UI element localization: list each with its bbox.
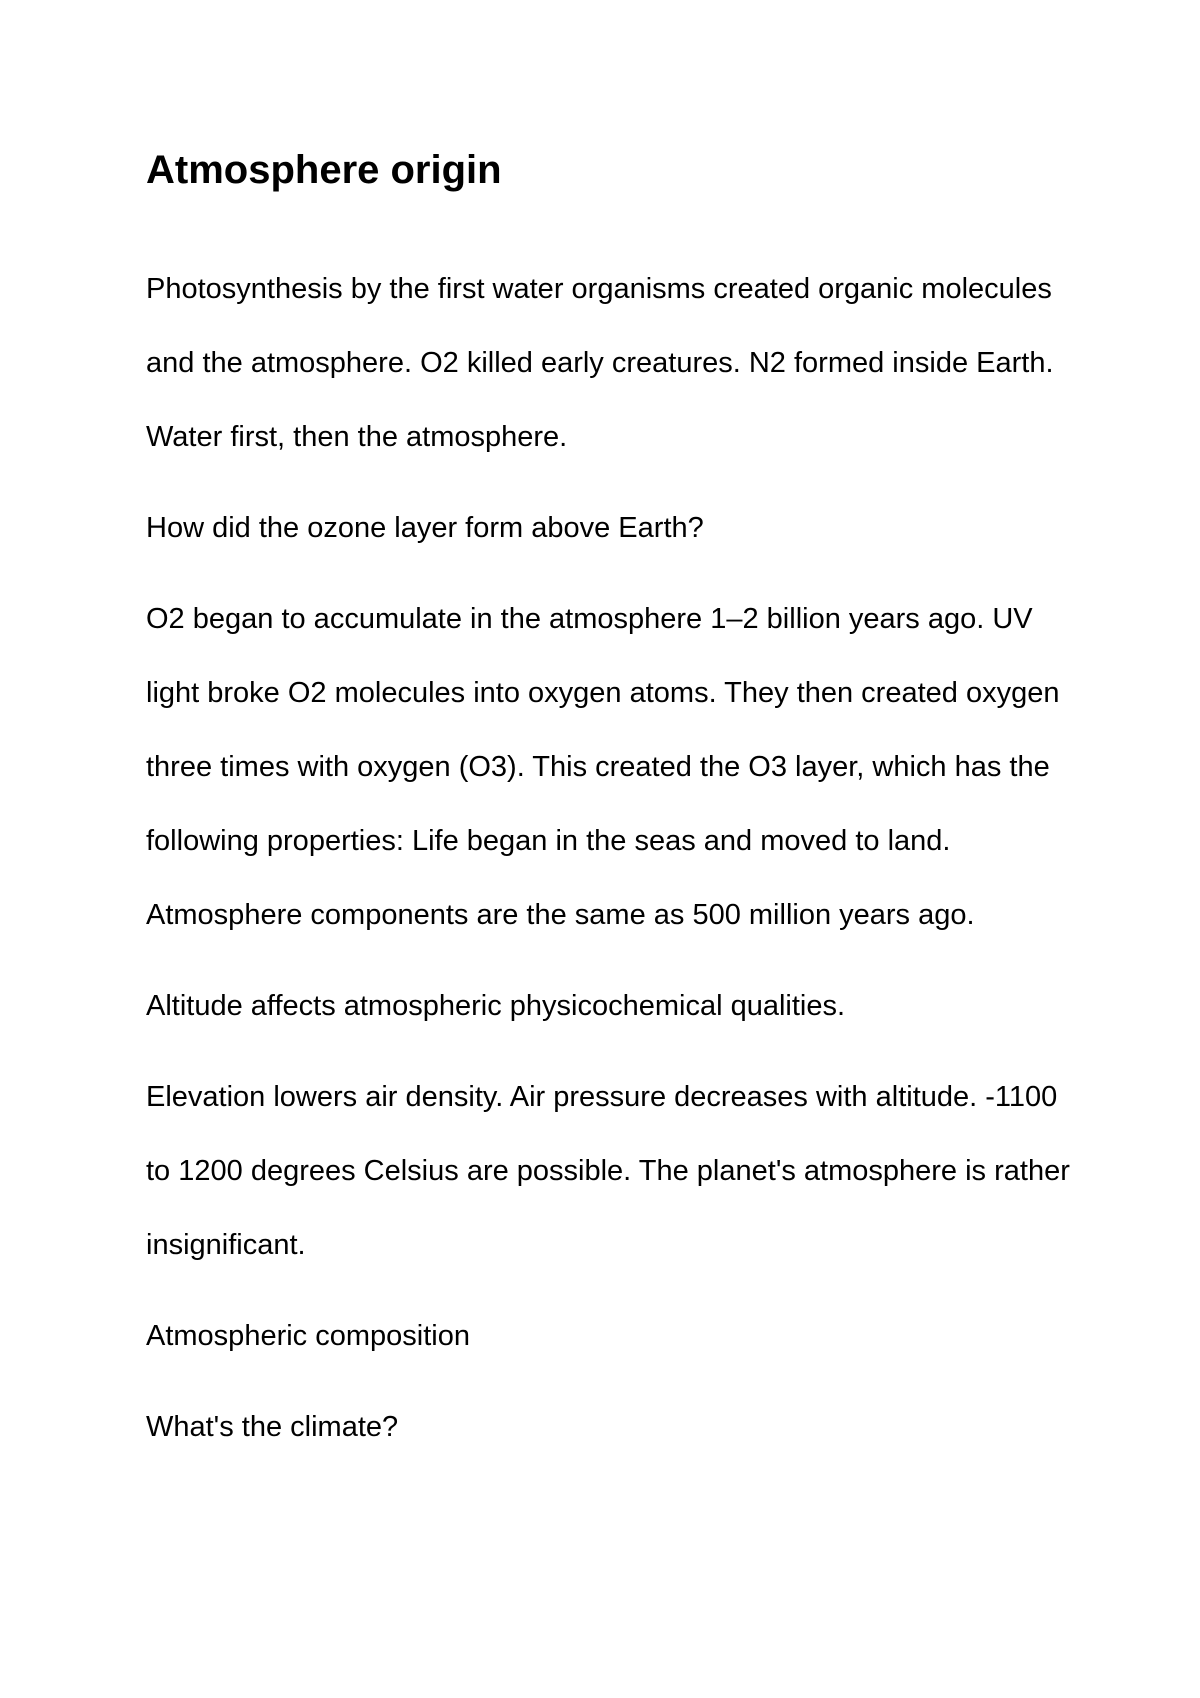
paragraph-ozone-formation: O2 began to accumulate in the atmosphere 1–2 billion years ago. UV light broke O2 molecules into oxygen atoms. They then created oxygen three times with oxygen (O3). This created the O3 layer, which has the following properties: Life began in the seas and moved to land. Atmosphere components are the same as 500 million years ago.	[146, 603, 1060, 931]
document-title: Atmosphere origin	[146, 148, 502, 192]
paragraph-ozone-question: How did the ozone layer form above Earth?	[146, 512, 704, 544]
paragraph-photosynthesis: Photosynthesis by the first water organisms created organic molecules and the atmosphere. O2 killed early creatures. N2 formed inside Earth. Water first, then the atmosphere.	[146, 273, 1054, 453]
paragraph-composition-heading: Atmospheric composition	[146, 1320, 470, 1352]
paragraph-climate-question: What's the climate?	[146, 1411, 399, 1443]
paragraph-altitude: Altitude affects atmospheric physicochemical qualities.	[146, 990, 846, 1022]
document-body	[146, 144, 1076, 1481]
paragraph-elevation: Elevation lowers air density. Air pressure decreases with altitude. -1100 to 1200 degrees Celsius are possible. The planet's atmosphere is rather insignificant.	[146, 1081, 1070, 1261]
